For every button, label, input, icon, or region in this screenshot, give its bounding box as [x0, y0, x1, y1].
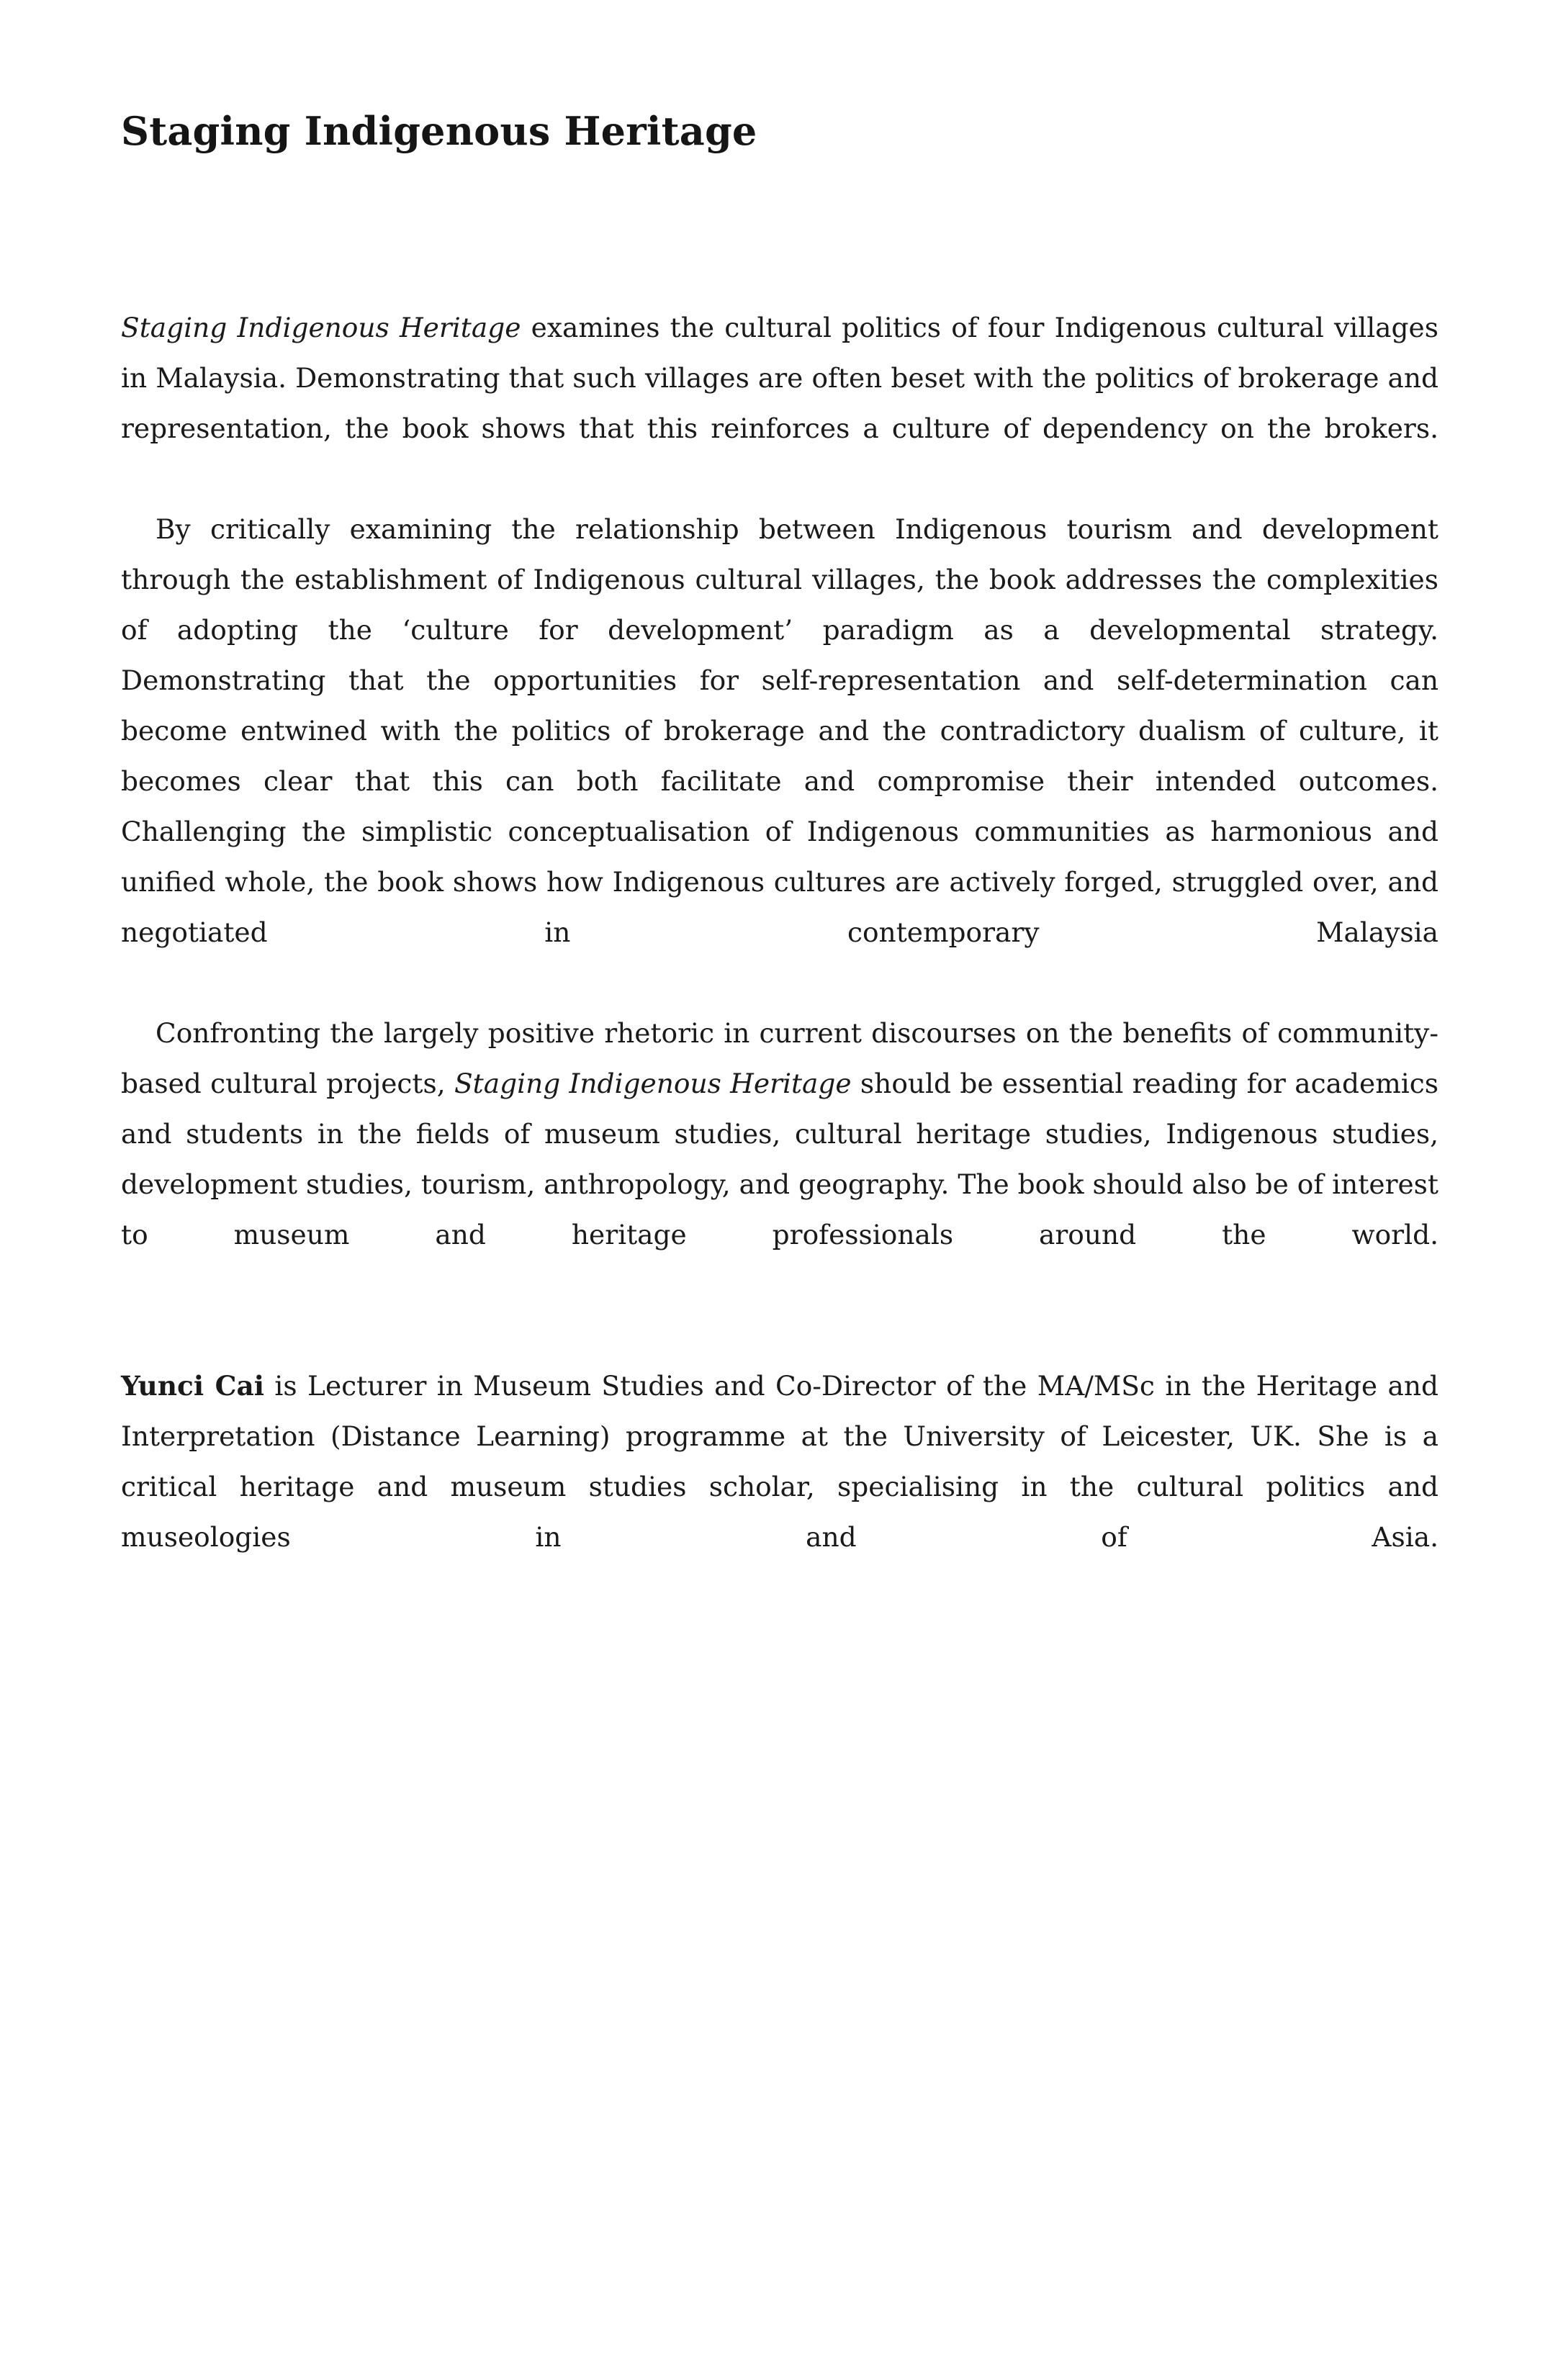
blurb-paragraph-1: Staging Indigenous Heritage examines the cultural politics of four Indigenous cultural villages in Malaysia. Demonstrating that such villages are often beset with the politics of brokerage and representation, the book shows that this reinforces a culture of dependency on the brokers. [121, 311, 1438, 444]
blurb-section [121, 302, 1438, 1310]
page-title: Staging Indigenous Heritage [121, 108, 757, 154]
italic-run: Staging Indigenous Heritage [454, 1067, 852, 1099]
page-content [121, 108, 1438, 1613]
author-biography: Yunci Cai is Lecturer in Museum Studies and Co-Director of the MA/MSc in the Heritage and Interpretation (Distance Learning) programme at the University of Leicester, UK. She is a critical heritage and museum studies scholar, specialising in the cultural politics and museologies in and of Asia. [121, 1369, 1438, 1553]
italic-run: Staging Indigenous Heritage [121, 311, 521, 343]
blurb-paragraph-3: Confronting the largely positive rhetoric in current discourses on the benefits of community-based cultural projects, Staging Indigenous Heritage should be essential reading for academics and students in the fields of museum studies, cultural heritage studies, Indigenous studies, development studies, tourism, anthropology, and geography. The book should also be of interest to museum and heritage professionals around the world. [121, 1017, 1438, 1250]
bold-run: Yunci Cai [121, 1369, 265, 1402]
blurb-paragraph-2: By critically examining the relationship between Indigenous tourism and development through the establishment of Indigenous cultural villages, the book addresses the complexities of adopting the ‘culture for development’ paradigm as a developmental strategy. Demonstrating that the opportunities for self-representation and self-determination can become entwined with the politics of brokerage and the contradictory dualism of culture, it becomes clear that this can both facilitate and compromise their intended outcomes. Challenging the simplistic conceptualisation of Indigenous communities as harmonious and unified whole, the book shows how Indigenous cultures are actively forged, struggled over, and negotiated in contemporary Malaysia [121, 513, 1438, 948]
